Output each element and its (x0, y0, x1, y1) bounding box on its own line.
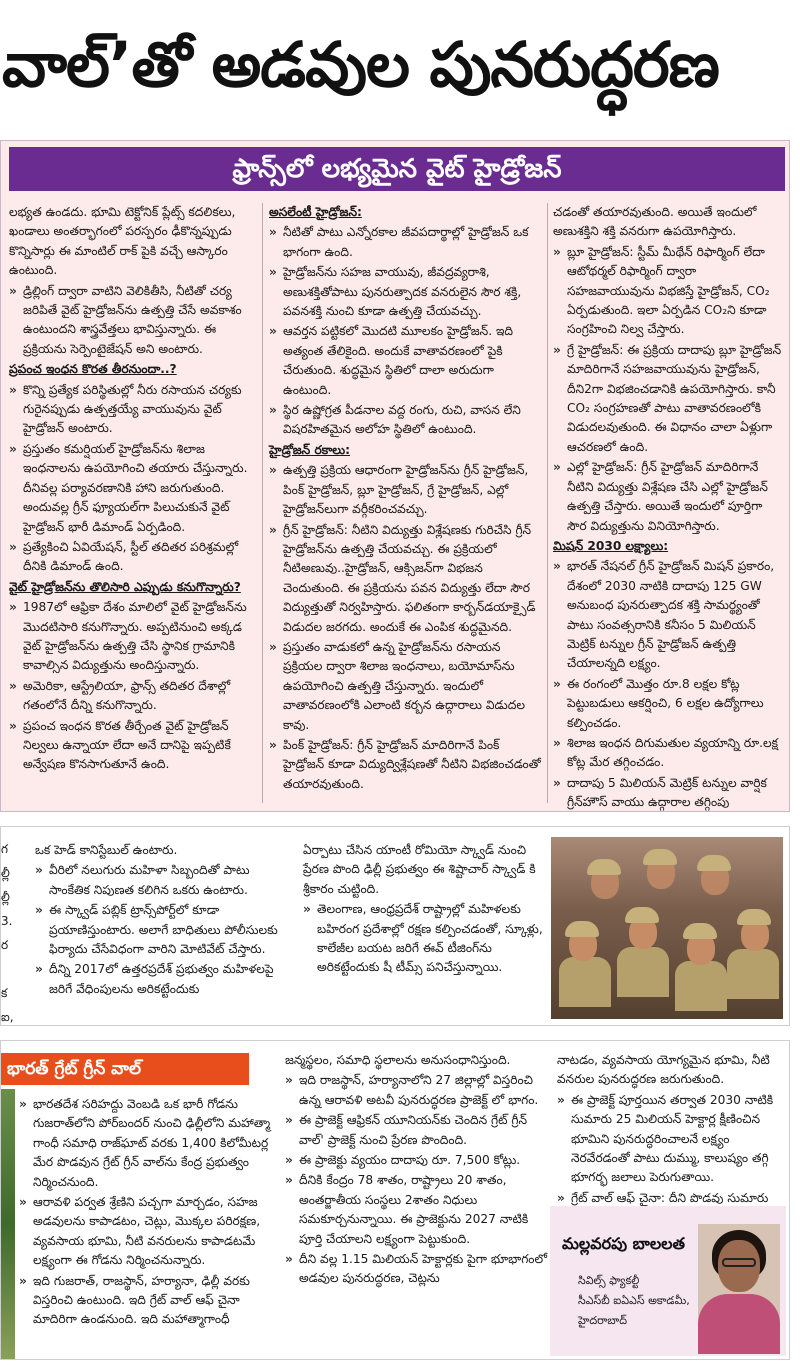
cropped-text-fragment: ల్లీ (1, 890, 10, 904)
bullet-paragraph: » దాదాపు 5 మిలియన్ మెట్రిక్ టన్నుల వార్షిక గ్రీన్‌హౌస్ వాయు ఉద్గారాల తగ్గింపు (553, 774, 783, 813)
bullet-paragraph: » ఉత్పత్తి ప్రక్రియ ఆధారంగా హైడ్రోజన్‌ను గ్రీన్ హైడ్రోజన్, పింక్ హైడ్రోజన్, బ్లూ హైడ్రోజన్, గ్రే హైడ్రోజన్, ఎల్లో హైడ్రోజన్‌లుగా వర్గీకరించవచ్చు. (269, 461, 541, 519)
cropped-text-fragment (1, 957, 19, 981)
paragraph: ఒక హెడ్ కానిస్టేబుల్ ఉంటారు. (35, 843, 178, 857)
cropped-text-fragment: ల్లీ (1, 866, 10, 880)
bullet-paragraph: » తెలంగాణ, ఆంధ్రప్రదేశ్ రాష్ట్రాల్లో మహిళలకు బహిరంగ ప్రదేశాల్లో రక్షణ కల్పించడంతో, స్కూళ్లు, కాలేజీల బయట జరిగే ఈవ్ టీజింగ్‌ను అరికట్టేందుకు షీ టీమ్స్ పనిచేస్తున్నాయి. (303, 900, 545, 978)
cropped-column-edge (1, 837, 19, 1024)
bullet-paragraph: » ఇది గుజరాత్, రాజస్థాన్, హర్యానా, ఢిల్లీ వరకు విస్తరించి ఉంటుంది. ఇది గ్రేట్ వాల్ ఆఫ్ చైనా మాదిరిగా ఉండనుంది. ఇది మహాత్మాగాంధీ (19, 1272, 281, 1330)
bullet-paragraph: » భారత్ నేషనల్ గ్రీన్ హైడ్రోజన్ మిషన్ ప్రకారం, దేశంలో 2030 నాటికి దాదాపు 125 GW అనుబంధ పునరుత్పాదక శక్తి సామర్థ్యంతో పాటు సంవత్సరానికి కనీసం 5 మిలియన్ మెట్రిక్ టన్నుల గ్రీన్ హైడ్రోజన్ ఉత్పత్తి చేయాలన్నది లక్ష్యం. (553, 557, 783, 673)
bullet-paragraph: » దీన్ని 2017లో ఉత్తరప్రదేశ్ ప్రభుత్వం మహిళలపై జరిగే వేధింపులను అరికట్టేందుకు (35, 960, 293, 999)
author-name: మల్లవరపు బాలలత (562, 1234, 685, 1253)
bullet-paragraph: » డ్రిల్లింగ్ ద్వారా వాటిని వెలికితీసి, నీటితో చర్య జరిపితే వైట్ హైడ్రోజన్‌ను ఉత్పత్తి చేసే అవకాశం ఉంటుందని శాస్త్రవేత్తలు భావిస్తున్నారు. ఈ ప్రక్రియను సెర్పెంటైజేషన్ అని అంటారు. (9, 282, 257, 360)
subheading: అసలేంటీ హైడ్రోజన్: (269, 205, 362, 219)
bullet-paragraph: » ఇది రాజస్థాన్, హర్యానాలోని 27 జిల్లాల్లో విస్తరించి ఉన్న ఆరావళి అటవీ పునరుద్ధరణ ప్రాజెక్ట్ లో భాగం. (285, 1071, 547, 1110)
white-hydrogen-column-2 (269, 203, 541, 807)
paragraph: జన్మస్థలం, సమాధి స్థలాలను అనుసంధానిస్తుంది. (285, 1053, 511, 1067)
subheading: ప్రపంచ ఇంధన కొరత తీరనుందా..? (9, 362, 177, 377)
forest-photo-strip (1, 1089, 15, 1359)
cropped-text-fragment: గ (1, 842, 8, 856)
bullet-paragraph: » ప్రస్తుతం కమర్షియల్ హైడ్రోజన్‌ను శిలాజ ఇంధనాలను ఉపయోగించి తయారు చేస్తున్నారు. దీనివల్ల పర్యావరణానికి హాని జరుగుతుంది. అందువల్ల గ్రీన్ ఫ్యూయల్‌గా పిలుచుకునే వైట్ హైడ్రోజన్ భారీ డిమాండ్ ఏర్పడింది. (9, 440, 257, 537)
subheading: హైడ్రోజన్ రకాలు: (269, 442, 350, 457)
bullet-paragraph: » 1987లో ఆఫ్రికా దేశం మాలిలో వైట్ హైడ్రోజన్‌ను మొదటిసారి కనుగొన్నారు. అప్పటినుంచి అక్కడ వైట్ హైడ్రోజన్‌ను ఉత్పత్తి చేసి స్థానిక గ్రామానికి కావాల్సిన విద్యుత్తును అందిస్తున్నారు. (9, 598, 257, 676)
column-divider (547, 203, 548, 803)
bullet-paragraph: » ప్రత్యేకించి ఏవియేషన్, స్టీల్ తదితర పరిశ్రమల్లో దీనికి డిమాండ్ ఉంది. (9, 538, 257, 577)
bullet-paragraph: » వీరిలో నలుగురు మహిళా సిబ్బందితో పాటు సాంకేతిక నిపుణత కలిగిన ఒకరు ఉంటారు. (35, 861, 293, 900)
bullet-paragraph: » నీటితో పాటు ఎన్నోరకాల జీవపదార్థాల్లో హైడ్రోజన్ ఒక భాగంగా ఉంది. (269, 223, 541, 262)
cropped-text-fragment: క (1, 986, 8, 1000)
bullet-paragraph: » పింక్ హైడ్రోజన్: గ్రీన్ హైడ్రోజన్ మాదిరిగానే పింక్ హైడ్రోజన్ కూడా విద్యుద్విశ్లేషణతో నీటిని విభజించడంతో తయారవుతుంది. (269, 736, 541, 794)
bullet-paragraph: » స్థిర ఉష్ణోగ్రత పీడనాల వద్ద రంగు, రుచి, వాసన లేని విషరహితమైన అలోహ స్థితిలో ఉంటుంది. (269, 401, 541, 440)
bullet-paragraph: » అమెరికా, ఆస్ట్రేలియా, ఫ్రాన్స్ తదితర దేశాల్లో గతంలోనే దీన్ని కనుగొన్నారు. (9, 677, 257, 716)
section-banner-white-hydrogen: ఫ్రాన్స్‌లో లభ్యమైన వైట్ హైడ్రోజన్ (9, 147, 785, 191)
bullet-paragraph: » ఈ ప్రాజెక్టు వ్యయం దాదాపు రూ. 7,500 కోట్లు. (285, 1151, 547, 1170)
bullet-paragraph: » గ్రీన్ హైడ్రోజన్: నీటిని విద్యుత్తు విశ్లేషణకు గురిచేసి గ్రీన్ హైడ్రోజన్‌ను ఉత్పత్తి చేయవచ్చు. ఈ ప్రక్రియలో నీటిఅణువు..హైడ్రోజన్, ఆక్సిజన్‌గా విభజన చెందుతుంది. ఈ ప్రక్రియను పవన విద్యుత్తు లేదా సౌర విద్యుత్తుతో నిర్వహిస్తారు. ఫలితంగా కార్బన్‌డయాక్సైడ్ విడుదల జరగదు. అందుకే ఈ ఎంపిక శుద్ధమైనది. (269, 521, 541, 637)
white-hydrogen-column-3 (553, 203, 783, 810)
bullet-paragraph: » హైడ్రోజన్‌ను సహజ వాయువు, జీవద్రవ్యరాశి, అణుశక్తితోపాటు పునరుత్పాదక వనరులైన సౌర శక్తి, పవనశక్తి నుంచి కూడా ఉత్పత్తి చేయవచ్చు. (269, 263, 541, 321)
women-safety-column-1 (35, 841, 293, 1021)
white-hydrogen-column-1 (9, 203, 257, 807)
author-role: సివిల్స్ ఫ్యాకల్టీ (578, 1274, 640, 1287)
paragraph: ఏర్పాటు చేసిన యాంటీ రోమియో స్క్వాడ్ నుంచి ప్రేరణ పొంది ఢిల్లీ ప్రభుత్వం ఈ శిష్టాచార్ స్క్వాడ్ కి శ్రీకారం చుట్టింది. (303, 843, 536, 896)
bullet-paragraph: » గ్రే హైడ్రోజన్: ఈ ప్రక్రియ దాదాపు బ్లూ హైడ్రోజన్ మాదిరిగానే సహజవాయువును హైడ్రోజన్, దీని2గా విభజించడానికి ఉపయోగిస్తారు. కానీ CO₂ సంగ్రహణతో పాటు వాతావరణంలోకి విడుదలవుతుంది. ఈ విధానం చాలా ఏళ్లుగా ఆచరణలో ఉంది. (553, 341, 783, 457)
women-police-photo (551, 837, 783, 1019)
bullet-paragraph: » దీని వల్ల 1.15 మిలియన్ హెక్టార్లకు పైగా భూభాగంలో అడవుల పునరుద్ధరణ, చెట్లను (285, 1250, 547, 1289)
women-safety-column-2 (303, 841, 545, 1021)
bullet-paragraph: » ఆవర్తన పట్టికలో మొదటి మూలకం హైడ్రోజన్. ఇది అత్యంత తేలికైంది. అందుకే వాతావరణంలో పైకి చేరుతుంది. శుద్ధమైన స్థితిలో దాలా అరుదుగా ఉంటుంది. (269, 322, 541, 400)
article-headline: వాల్‌’తో అడవుల పునరుద్ధరణ (2, 28, 719, 101)
bullet-paragraph: » కొన్ని ప్రత్యేక పరిస్థితుల్లో నీరు రసాయన చర్యకు గురైనప్పుడు ఉత్పత్తయ్యే వాయువును వైట్ హైడ్రోజన్ అంటారు. (9, 381, 257, 439)
subheading: వైట్ హైడ్రోజన్‌ను తొలిసారి ఎప్పుడు కనుగొన్నారు? (9, 579, 241, 594)
bullet-paragraph: » ఈ ప్రాజెక్ట్ పూర్తయిన తర్వాత 2030 నాటికి సుమారు 25 మిలియన్ హెక్టార్ల క్షీణించిన భూమిని పునరుద్ధరించాలనే లక్ష్యం నెరవేరడంతో పాటు దుమ్ము, కాలుష్యం తగ్గి భూగర్భ జలాలు పెరుగుతాయి. (557, 1091, 785, 1188)
author-city: హైదరాబాద్ (578, 1314, 627, 1327)
green-wall-column-2 (285, 1051, 547, 1357)
author-institution: సీఎస్‌బీ ఐఏఎస్ అకాడమీ, (578, 1294, 690, 1307)
subheading: మిషన్ 2030 లక్ష్యాలు: (553, 538, 669, 553)
paragraph: నాటడం, వ్యవసాయ యోగ్యమైన భూమి, నీటి వనరుల పునరుద్ధరణ జరుగుతుంది. (557, 1053, 770, 1087)
column-divider (262, 203, 263, 803)
bullet-paragraph: » ఈ రంగంలో మొత్తం రూ.8 లక్షల కోట్ల పెట్టుబడులు ఆకర్షించి, 6 లక్షల ఉద్యోగాలు కల్పించడం. (553, 675, 783, 733)
bullet-paragraph: » ఆరావళి పర్వత శ్రేణిని పచ్చగా మార్చడం, సహజ అడవులను కాపాడటం, చెట్లు, మొక్కల పరిరక్షణ, వ్యవసాయ భూమి, నీటి వనరులను కాపాడటమే లక్ష్యంగా ఈ గోడను నిర్మించనున్నారు. (19, 1193, 281, 1271)
author-photo (698, 1224, 780, 1350)
white-hydrogen-section (0, 140, 790, 812)
cropped-text-fragment: 3. (1, 914, 13, 928)
bullet-paragraph: » ఈ ప్రాజెక్ట్ ఆఫ్రికన్ యూనియన్‌కు చెందిన గ్రేట్ గ్రీన్ వాల్' ప్రాజెక్ట్ నుంచి ప్రేరణ పొందింది. (285, 1111, 547, 1150)
bullet-paragraph: » శిలాజ ఇంధన దిగుమతుల వ్యయాన్ని రూ.లక్ష కోట్ల మేర తగ్గించడం. (553, 734, 783, 773)
paragraph: చడంతో తయారవుతుంది. అయితే ఇందులో అణుశక్తిని శక్తి వనరుగా ఉపయోగిస్తారు. (553, 205, 757, 239)
author-box (550, 1206, 786, 1356)
women-safety-section (0, 826, 790, 1026)
bullet-paragraph: » ప్రపంచ ఇంధన కొరత తీర్చేంత వైట్ హైడ్రోజన్ నిల్వలు ఉన్నాయా లేదా అనే దానిపై ఇప్పటికే అన్వేషణ కొనసాగుతూనే ఉంది. (9, 717, 257, 775)
paragraph: లభ్యత ఉండదు. భూమి టెక్టోనిక్ ప్లేట్స్ కదలికలు, ఖండాలు అంతర్భాగంలో పరస్పరం ఢీకొన్నప్పుడు కొన్నిసార్లు ఈ మాంటిల్ రాక్ పైకి వచ్చే ఆస్కారం ఉంటుంది. (9, 205, 236, 278)
cropped-text-fragment: ఐ, (1, 1010, 14, 1024)
bullet-paragraph: » ఎల్లో హైడ్రోజన్: గ్రీన్ హైడ్రోజన్ మాదిరిగానే నీటిని విద్యుత్తు విశ్లేషణ చేసి ఎల్లో హైడ్రోజన్ ఉత్పత్తి చేస్తారు. అయితే ఇందులో పూర్తిగా సౌర విద్యుత్తును వినియోగిస్తారు. (553, 458, 783, 536)
bullet-paragraph: » ఈ స్క్వాడ్ పబ్లిక్ ట్రాన్స్‌పోర్ట్‌లో కూడా ప్రయాణిస్తుంటారు. అలాగే బాధితులు పోలీసులకు ఫిర్యాదు చేసేవిధంగా వారిని మోటివేట్ చేస్తారు. (35, 901, 293, 959)
green-wall-column-1 (19, 1095, 281, 1357)
bullet-paragraph: » బ్లూ హైడ్రోజన్: స్టీమ్ మీథేన్ రిఫార్మింగ్ లేదా ఆటోథర్మల్ రిఫార్మింగ్ ద్వారా సహజవాయువును విభజిస్తే హైడ్రోజన్, CO₂ ఏర్పడుతుంది. ఇలా ఏర్పడిన CO₂ని కూడా సంగ్రహించి నిల్వ చేస్తారు. (553, 243, 783, 340)
bullet-paragraph: » ప్రస్తుతం వాడుకలో ఉన్న హైడ్రోజన్‌ను రసాయన ప్రక్రియల ద్వారా శిలాజ ఇంధనాలు, బయోమాస్‌ను ఉపయోగించి ఉత్పత్తి చేస్తున్నారు. ఇందులో వాతావరణంలోకి ఎలాంటి కర్బన ఉద్గారాలు విడుదల కావు. (269, 638, 541, 735)
bullet-paragraph: » భారతదేశ సరిహద్దు వెంబడి ఒక భారీ గోడను గుజరాత్‌లోని పోర్‌బందర్ నుంచి ఢిల్లీలోని మహాత్మా గాంధీ సమాధి రాజ్‌ఘాట్ వరకు 1,400 కిలోమీటర్ల మేర పొడవున గ్రేట్ గ్రీన్ వాల్‌ను కేంద్ర ప్రభుత్వం నిర్మించనుంది. (19, 1095, 281, 1192)
bullet-paragraph: » గ్రేట్ వాల్ ఆఫ్ చైనా: దీని పొడవు సుమారు (557, 1189, 785, 1228)
green-wall-column-3 (557, 1051, 785, 1205)
bullet-paragraph: » దీనికి కేంద్రం 78 శాతం, రాష్ట్రాలు 20 శాతం, అంతర్జాతీయ సంస్థలు 2శాతం నిధులు సమకూర్చనున్నాయి. ఈ ప్రాజెక్టును 2027 నాటికి పూర్తి చేయాలని లక్ష్యంగా పెట్టుకుంది. (285, 1171, 547, 1249)
section-banner-great-green-wall: భారత్ గ్రేట్ గ్రీన్ వాల్ (1, 1053, 249, 1085)
cropped-text-fragment: ర (1, 938, 9, 952)
